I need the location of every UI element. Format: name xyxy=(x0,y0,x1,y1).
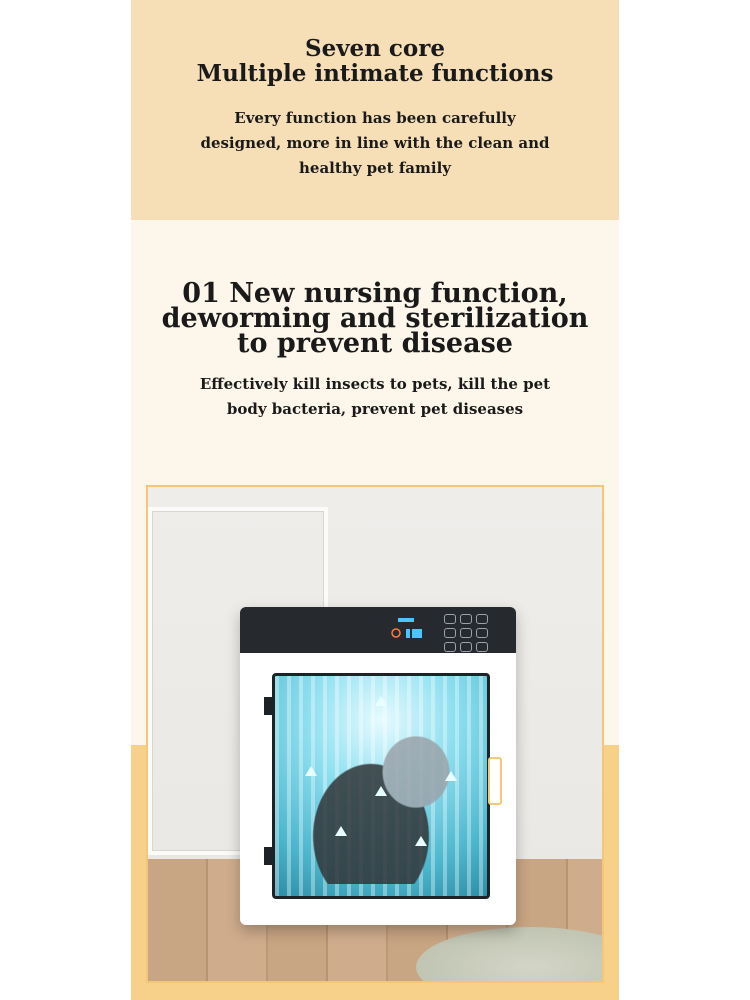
banner-title-line2: Multiple intimate functions xyxy=(196,60,554,87)
content-strip xyxy=(131,0,619,1000)
airflow-arrow-icon xyxy=(305,766,317,776)
feature-desc-line2: body bacteria, prevent pet diseases xyxy=(226,400,524,418)
feature-title-line1: 01 New nursing function, xyxy=(182,278,568,309)
airflow-arrow-icon xyxy=(335,826,347,836)
viewing-window xyxy=(272,673,490,899)
door-hinge xyxy=(264,847,272,865)
touch-buttons xyxy=(444,614,494,646)
airflow-arrow-icon xyxy=(445,771,457,781)
door-hinge xyxy=(264,697,272,715)
airflow-arrow-icon xyxy=(415,836,427,846)
banner-title-line1: Seven core xyxy=(304,35,446,62)
airflow-arrow-icon xyxy=(375,696,387,706)
pet-dryer-device xyxy=(240,607,516,925)
banner-sub-line2: designed, more in line with the clean and xyxy=(200,134,550,152)
door-handle xyxy=(488,757,502,805)
digital-display-icon xyxy=(390,615,428,645)
control-panel xyxy=(240,607,516,653)
feature-title-line2: deworming and sterilization xyxy=(161,303,589,334)
feature-title-line3: to prevent disease xyxy=(237,328,513,359)
feature-desc-line1: Effectively kill insects to pets, kill the pet xyxy=(199,375,551,393)
product-photo xyxy=(146,485,604,983)
cat-photo xyxy=(311,724,461,884)
banner-sub-line3: healthy pet family xyxy=(299,159,451,177)
airflow-arrow-icon xyxy=(375,786,387,796)
banner-sub-line1: Every function has been carefully xyxy=(234,109,516,127)
